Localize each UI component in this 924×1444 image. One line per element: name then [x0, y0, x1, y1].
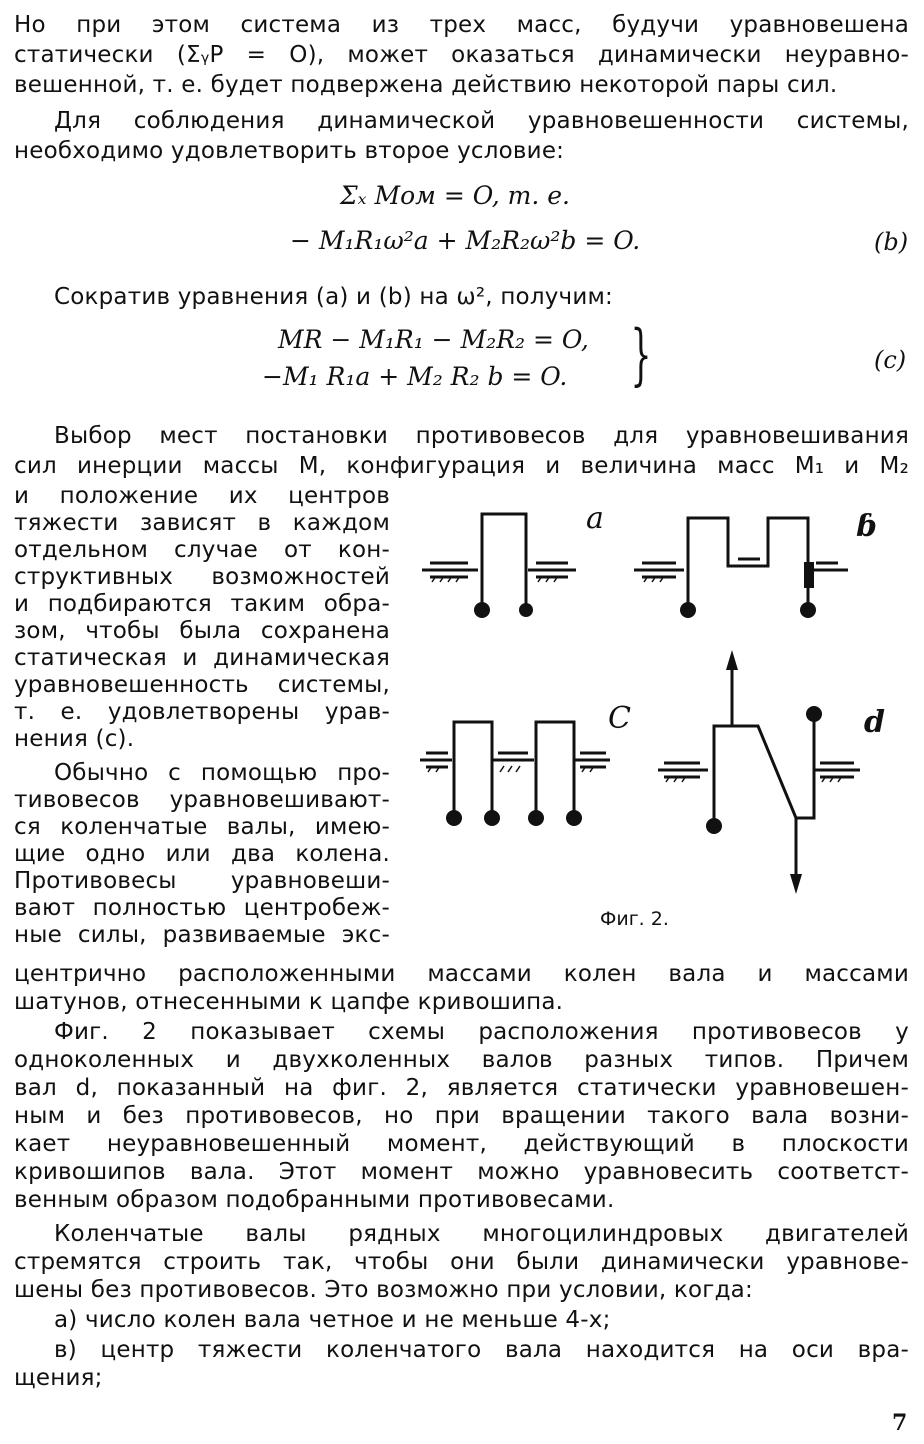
text-line: уравновешенность системы,: [14, 672, 390, 698]
figure-label-a: a: [586, 501, 604, 536]
text-line: одноколенных и двухколенных валов разных типов. Причем: [14, 1047, 909, 1073]
text-line: стремятся строить так, чтобы они были динамически уравнове-: [14, 1249, 909, 1275]
text-line: Для соблюдения динамической уравновешенности системы,: [54, 108, 909, 134]
text-line: статически (ΣᵧP = O), может оказаться динамически неуравно-: [14, 42, 909, 68]
equation-c2: −M₁ R₁a + M₂ R₂ b = O.: [262, 362, 568, 391]
text-line: структивных возможностей: [14, 564, 390, 590]
figure-caption: Фиг. 2.: [600, 908, 669, 930]
text-line: кривошипов вала. Этот момент можно уравновесить соответст-: [14, 1159, 909, 1185]
text-line: Обычно с помощью про-: [54, 760, 390, 786]
equation-sum-moments: Σₓ Mом = O, т. е.: [340, 181, 570, 210]
text-line: кает неуравновешенный момент, действующий в плоскости: [14, 1131, 909, 1157]
text-line: и подбираются таким обра-: [14, 591, 390, 617]
text-line: Фиг. 2 показывает схемы расположения противовесов у: [54, 1019, 909, 1045]
text-line: венным образом подобранными противовесами.: [14, 1187, 615, 1213]
text-line: Коленчатые валы рядных многоцилиндровых двигателей: [54, 1221, 909, 1247]
text-line: ся коленчатые валы, имею-: [14, 814, 390, 840]
text-line: Но при этом система из трех масс, будучи уравновешена: [14, 12, 909, 38]
text-line: т. е. удовлетворены урав-: [14, 699, 390, 725]
equation-b: − M₁R₁ω²a + M₂R₂ω²b = O.: [290, 226, 641, 255]
equation-number-b: (b): [874, 228, 909, 256]
page-number: 7: [892, 1410, 908, 1436]
text-line: необходимо удовлетворить второе условие:: [14, 138, 565, 164]
text-line: и положение их центров: [14, 483, 390, 509]
text-line: зом, чтобы была сохранена: [14, 618, 390, 644]
text-line: Сократив уравнения (a) и (b) на ω², получим:: [54, 284, 613, 310]
text-line: тивовесов уравновешивают-: [14, 787, 390, 813]
text-line: тяжести зависят в каждом: [14, 510, 390, 536]
figure-label-b: ɓ: [856, 509, 877, 544]
figure-2-crankshaft-schemes: [408, 470, 918, 900]
equation-number-c: (c): [874, 346, 907, 374]
text-line: щения;: [14, 1365, 103, 1391]
text-line: ные силы, развиваемые экс-: [14, 922, 390, 948]
text-line: шатунов, отнесенными к цапфе кривошипа.: [14, 989, 564, 1015]
text-line: Выбор мест постановки противовесов для уравновешивания: [54, 423, 909, 449]
figure-label-d: d: [864, 705, 885, 740]
figure-label-c: C: [608, 701, 631, 736]
text-line: а) число колен вала четное и не меньше 4-х;: [54, 1307, 611, 1333]
text-line: вешенной, т. е. будет подвержена действию некоторой пары сил.: [14, 72, 838, 98]
equation-c1: MR − M₁R₁ − M₂R₂ = O,: [278, 325, 589, 354]
text-line: щие одно или два колена.: [14, 841, 390, 867]
text-line: статическая и динамическая: [14, 645, 390, 671]
text-line: вал d, показанный на фиг. 2, является статически уравновешен-: [14, 1075, 909, 1101]
text-line: нения (c).: [14, 726, 135, 752]
text-line: центрично расположенными массами колен вала и массами: [14, 961, 909, 987]
text-line: сил инерции массы M, конфигурация и величина масс M₁ и M₂: [14, 453, 909, 479]
text-line: ным и без противовесов, но при вращении такого вала возни-: [14, 1103, 909, 1129]
text-line: Противовесы уравновеши-: [14, 868, 390, 894]
text-line: в) центр тяжести коленчатого вала находится на оси вра-: [54, 1337, 909, 1363]
text-line: вают полностью центробеж-: [14, 895, 390, 921]
text-line: отдельном случае от кон-: [14, 537, 390, 563]
equation-brace: }: [630, 316, 652, 393]
text-line: шены без противовесов. Это возможно при условии, когда:: [14, 1277, 753, 1303]
